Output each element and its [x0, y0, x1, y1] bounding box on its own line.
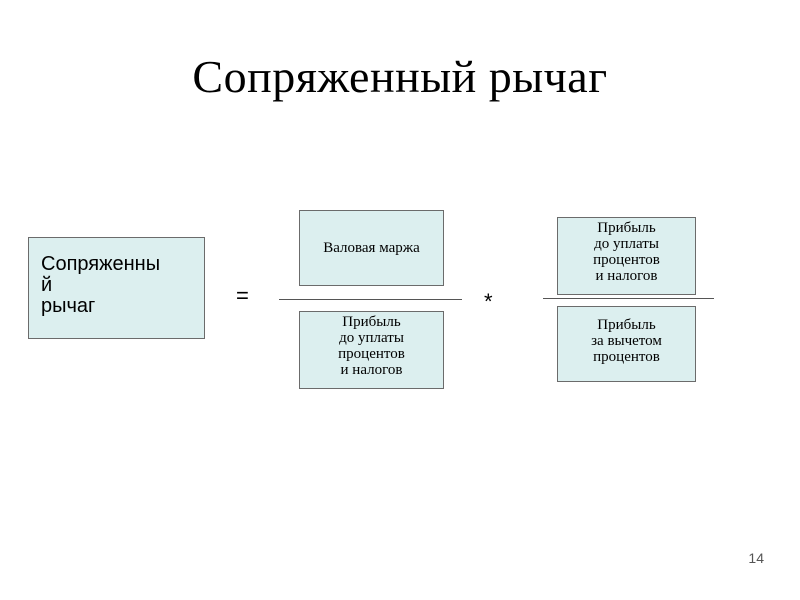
combined-leverage-box: Сопряженны й рычаг — [28, 237, 205, 339]
gross-margin-box: Валовая маржа — [299, 210, 444, 286]
fraction-line-1 — [279, 299, 462, 300]
page-number: 14 — [748, 550, 764, 566]
equals-sign: = — [236, 283, 249, 308]
multiply-sign: * — [484, 289, 493, 314]
ebt-denominator-box: Прибыль за вычетом процентов — [557, 306, 696, 382]
page-title: Сопряженный рычаг — [192, 51, 608, 102]
ebit-denominator-box: Прибыль до уплаты процентов и налогов — [299, 311, 444, 389]
fraction-line-2 — [543, 298, 714, 299]
ebit-numerator-box: Прибыль до уплаты процентов и налогов — [557, 217, 696, 295]
